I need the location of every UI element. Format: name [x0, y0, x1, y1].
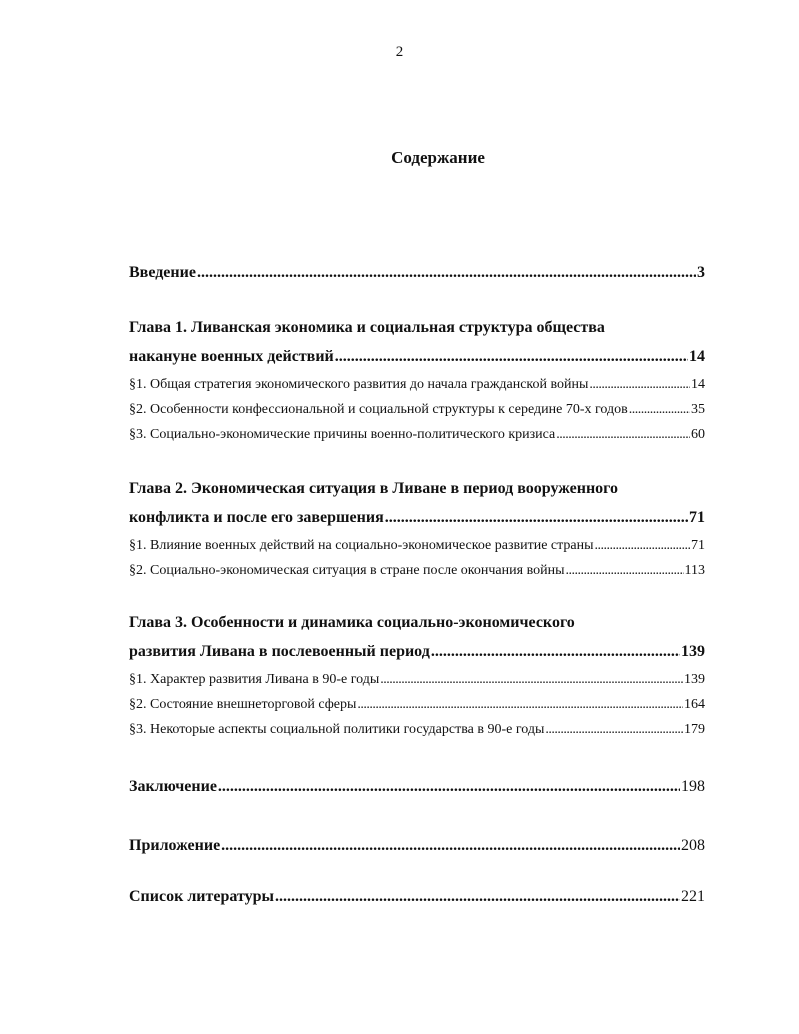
- toc-label: развития Ливана в послевоенный период: [129, 643, 430, 660]
- dot-leader: [275, 888, 680, 906]
- dot-leader: [385, 509, 688, 527]
- toc-entry-chapter-3-section-2[interactable]: [129, 697, 705, 713]
- toc-page: 14: [689, 348, 705, 365]
- page-number: 2: [395, 44, 404, 60]
- toc-title: Содержание: [391, 148, 485, 167]
- chapter-2-title-line-1: Глава 2. Экономическая ситуация в Ливане в период вооруженного: [129, 480, 619, 497]
- dot-leader: [221, 837, 680, 855]
- toc-label: §2. Состояние внешнеторговой сферы: [129, 697, 357, 712]
- toc-page: 35: [691, 402, 705, 417]
- toc-entry-conclusion[interactable]: [129, 778, 705, 796]
- toc-entry-bibliography[interactable]: [129, 888, 705, 906]
- dot-leader: [545, 722, 683, 738]
- toc-page: 3: [697, 264, 705, 281]
- toc-entry-chapter-3[interactable]: [129, 643, 705, 661]
- toc-entry-chapter-1-section-2[interactable]: [129, 402, 705, 418]
- toc-label: Список литературы: [129, 888, 274, 905]
- toc-page: 139: [681, 643, 705, 660]
- toc-label: Введение: [129, 264, 196, 281]
- toc-page: 60: [691, 427, 705, 442]
- dot-leader: [357, 697, 683, 713]
- toc-page: 139: [684, 672, 705, 687]
- toc-label: накануне военных действий: [129, 348, 334, 365]
- dot-leader: [431, 643, 680, 661]
- toc-page: 221: [681, 888, 705, 905]
- toc-page: 198: [681, 778, 705, 795]
- toc-entry-introduction[interactable]: [129, 264, 705, 282]
- toc-entry-chapter-2-section-2[interactable]: [129, 563, 705, 579]
- dot-leader: [589, 377, 690, 393]
- dot-leader: [629, 402, 690, 418]
- dot-leader: [335, 348, 688, 366]
- toc-entry-appendix[interactable]: [129, 837, 705, 855]
- toc-entry-chapter-2[interactable]: [129, 509, 705, 527]
- dot-leader: [197, 264, 696, 282]
- toc-label: Заключение: [129, 778, 217, 795]
- toc-page: 164: [684, 697, 705, 712]
- toc-page: 71: [691, 538, 705, 553]
- chapter-1-title-line-1: Глава 1. Ливанская экономика и социальная структура общества: [129, 319, 605, 336]
- dot-leader: [595, 538, 690, 554]
- toc-entry-chapter-3-section-1[interactable]: [129, 672, 705, 688]
- dot-leader: [218, 778, 680, 796]
- toc-page: 71: [689, 509, 705, 526]
- toc-label: §2. Особенности конфессиональной и социальной структуры к середине 70-х годов: [129, 402, 628, 417]
- toc-page: 14: [691, 377, 705, 392]
- toc-page: 208: [681, 837, 705, 854]
- toc-label: §1. Общая стратегия экономического развития до начала гражданской войны: [129, 377, 589, 392]
- toc-label: §2. Социально-экономическая ситуация в стране после окончания войны: [129, 563, 565, 578]
- chapter-3-title-line-1: Глава 3. Особенности и динамика социально-экономического: [129, 614, 575, 631]
- toc-label: §3. Социально-экономические причины военно-политического кризиса: [129, 427, 556, 442]
- toc-entry-chapter-3-section-3[interactable]: [129, 722, 705, 738]
- toc-entry-chapter-1-section-3[interactable]: [129, 427, 705, 443]
- dot-leader: [565, 563, 683, 579]
- toc-entry-chapter-1[interactable]: [129, 348, 705, 366]
- toc-page: 179: [684, 722, 705, 737]
- toc-label: конфликта и после его завершения: [129, 509, 384, 526]
- toc-entry-chapter-2-section-1[interactable]: [129, 538, 705, 554]
- dot-leader: [556, 427, 690, 443]
- toc-label: §1. Влияние военных действий на социально-экономическое развитие страны: [129, 538, 594, 553]
- toc-label: §3. Некоторые аспекты социальной политики государства в 90-е годы: [129, 722, 545, 737]
- toc-label: Приложение: [129, 837, 221, 854]
- toc-page: 113: [684, 563, 705, 578]
- toc-entry-chapter-1-section-1[interactable]: [129, 377, 705, 393]
- toc-label: §1. Характер развития Ливана в 90-е годы: [129, 672, 380, 687]
- dot-leader: [380, 672, 683, 688]
